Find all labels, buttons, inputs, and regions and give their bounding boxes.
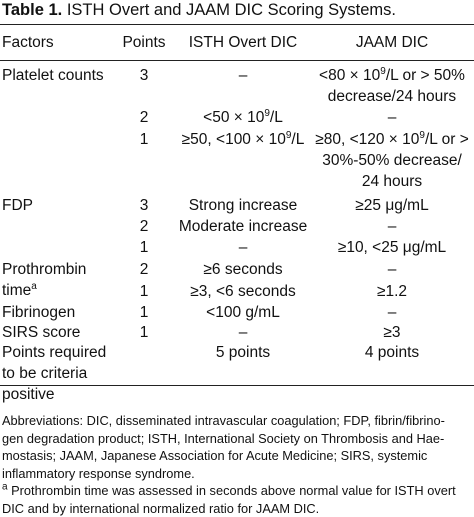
bottom-rule [0, 385, 474, 386]
platelet-2-jaam: – [310, 107, 474, 128]
platelet-1-jaam-line3: 24 hours [310, 171, 474, 192]
fdp-2-isth: Moderate increase [172, 216, 314, 237]
platelet-points-3: 3 [114, 65, 174, 86]
platelet-1-jaam-line2: 30%-50% decrease/ [310, 150, 474, 171]
fdp-2-jaam: – [310, 216, 474, 237]
pt-1-isth: ≥3, <6 seconds [172, 281, 314, 302]
abbreviations-line1: Abbreviations: DIC, disseminated intravascular coagulation; FDP, fibrin/fibrino- [2, 412, 472, 430]
footnote-a-line2: DIC and by international normalized ratio for JAAM DIC. [2, 500, 472, 517]
header-isth: ISTH Overt DIC [172, 32, 314, 53]
fdp-3-jaam: ≥25 μg/mL [310, 195, 474, 216]
fdp-3-isth: Strong increase [172, 195, 314, 216]
sirs-points-1: 1 [114, 322, 174, 343]
req-isth: 5 points [172, 342, 314, 363]
factor-prothrombin-line1: Prothrombin [2, 259, 86, 280]
pt-points-2: 2 [114, 259, 174, 280]
abbreviations-line3: mostasis; JAAM, Japanese Association for Acute Medicine; SIRS, systemic [2, 447, 472, 465]
sirs-isth: – [172, 322, 314, 343]
fdp-points-3: 3 [114, 195, 174, 216]
header-points: Points [114, 32, 174, 53]
header-factors: Factors [2, 32, 54, 53]
platelet-1-jaam-line1: ≥80, $<120 \times 10^9/L$ or > [310, 129, 474, 150]
platelet-points-2: 2 [114, 107, 174, 128]
footnote-a-line1: $^a$ Prothrombin time was assessed in seconds above normal value for ISTH overt [2, 482, 472, 500]
platelet-3-jaam-line2: decrease/24 hours [310, 86, 474, 107]
fdp-1-jaam: ≥10, <25 μg/mL [310, 237, 474, 258]
factor-points-required-line3: positive [2, 384, 55, 405]
factor-sirs: SIRS score [2, 322, 80, 343]
platelet-points-1: 1 [114, 129, 174, 150]
abbreviations-line4: inflammatory response syndrome. [2, 465, 472, 483]
fib-jaam: – [310, 302, 474, 323]
pt-1-jaam: ≥1.2 [310, 281, 474, 302]
pt-2-isth: ≥6 seconds [172, 259, 314, 280]
table-title [2, 0, 396, 20]
fdp-points-1: 1 [114, 237, 174, 258]
fib-points-1: 1 [114, 302, 174, 323]
pt-2-jaam: – [310, 259, 474, 280]
factor-fdp: FDP [2, 195, 33, 216]
platelet-3-jaam-line1: $<80 \times 10^9/L$ or > 50% [310, 65, 474, 86]
factor-platelet: Platelet counts [2, 65, 104, 86]
req-jaam: 4 points [310, 342, 474, 363]
factor-prothrombin-line2: time$^a$ [2, 280, 37, 301]
table-footnotes [2, 412, 472, 517]
factor-fibrinogen: Fibrinogen [2, 302, 75, 323]
fdp-points-2: 2 [114, 216, 174, 237]
factor-points-required-line1: Points required [2, 342, 106, 363]
table-caption: ISTH Overt and JAAM DIC Scoring Systems. [67, 1, 396, 19]
factor-points-required-line2: to be criteria [2, 363, 87, 384]
platelet-2-isth: $<50 \times 10^9/L$ [172, 107, 314, 128]
fib-isth: <100 g/mL [172, 302, 314, 323]
header-rule [0, 60, 474, 61]
fdp-1-isth: – [172, 237, 314, 258]
platelet-3-isth: – [172, 65, 314, 86]
abbreviations-line2: gen degradation product; ISTH, International Society on Thrombosis and Hae- [2, 430, 472, 448]
pt-points-1: 1 [114, 281, 174, 302]
header-jaam: JAAM DIC [310, 32, 474, 53]
sirs-jaam: ≥3 [310, 322, 474, 343]
table-number: Table 1. [2, 1, 62, 19]
top-rule [0, 24, 474, 25]
platelet-1-isth: ≥50, $<100 \times 10^9/L$ [172, 129, 314, 150]
